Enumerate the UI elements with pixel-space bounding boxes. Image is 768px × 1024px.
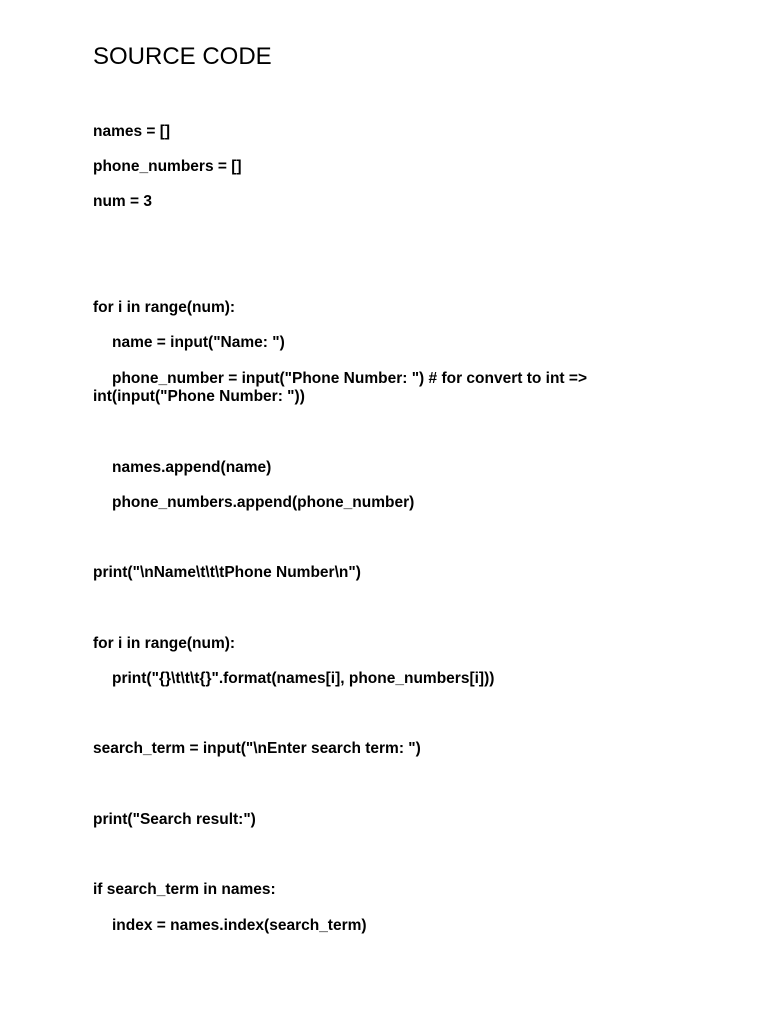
page-title: SOURCE CODE [93, 43, 272, 70]
code-line: phone_numbers.append(phone_number) [112, 494, 415, 511]
code-line: for i in range(num): [93, 635, 236, 652]
code-line: search_term = input("\nEnter search term: ") [93, 740, 421, 757]
code-line: print("{}\t\t\t{}".format(names[i], phone_numbers[i])) [112, 670, 495, 687]
code-line: phone_numbers = [] [93, 158, 242, 175]
code-line: for i in range(num): [93, 299, 236, 316]
code-line: name = input("Name: ") [112, 334, 285, 351]
code-line: names = [] [93, 123, 171, 140]
code-line: if search_term in names: [93, 881, 276, 898]
code-line: num = 3 [93, 193, 153, 210]
code-line: phone_number = input("Phone Number: ") # for convert to int => int(input("Phone Number: ")) [93, 370, 592, 405]
code-line: names.append(name) [112, 459, 272, 476]
code-line: print("\nName\t\t\tPhone Number\n") [93, 564, 361, 581]
code-line: print("Search result:") [93, 811, 256, 828]
code-line: index = names.index(search_term) [112, 917, 367, 934]
